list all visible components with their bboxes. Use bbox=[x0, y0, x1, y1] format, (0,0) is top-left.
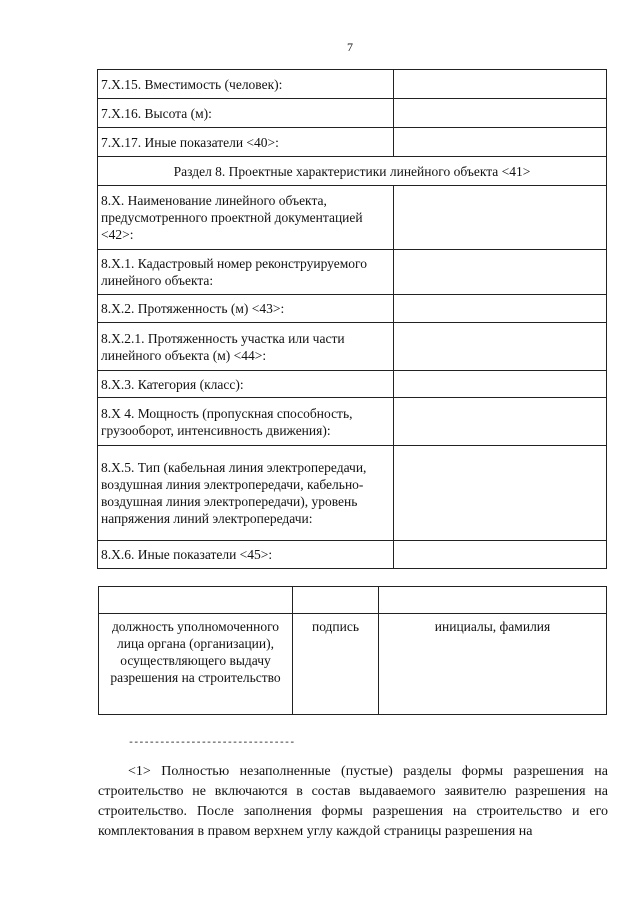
signature-caption: подпись bbox=[293, 614, 379, 715]
table-row bbox=[98, 446, 607, 541]
table-row bbox=[98, 99, 607, 128]
row-label: 8.Х.5. Тип (кабельная линия электропередачи, воздушная линия электропередачи, кабельно-воздушная линия электропередачи), уровень напряжения линий электропередачи: bbox=[98, 446, 394, 541]
table-row bbox=[98, 128, 607, 157]
row-value bbox=[394, 128, 607, 157]
row-value bbox=[394, 541, 607, 569]
table-row bbox=[98, 295, 607, 323]
table-row bbox=[98, 186, 607, 250]
row-value bbox=[394, 446, 607, 541]
row-label: 8.Х 4. Мощность (пропускная способность, грузооборот, интенсивность движения): bbox=[98, 398, 394, 446]
signature-caption-row bbox=[99, 614, 607, 715]
page-number: 7 bbox=[347, 40, 353, 54]
position-caption: должность уполномоченного лица органа (организации), осуществляющего выдачу разрешения на строительство bbox=[99, 614, 293, 715]
row-value bbox=[394, 398, 607, 446]
name-blank bbox=[379, 587, 607, 614]
footnote-1: <1> Полностью незаполненные (пустые) разделы формы разрешения на строительство не включаются в состав выдаваемого заявителю разрешения на строительство. После заполнения формы разрешения на строительство и его комплектования в правом верхнем углу каждой страницы разрешения на bbox=[98, 764, 608, 839]
section-title: Раздел 8. Проектные характеристики линейного объекта <41> bbox=[98, 157, 607, 186]
row-value bbox=[394, 99, 607, 128]
position-blank bbox=[99, 587, 293, 614]
footnote-separator: -------------------------------- bbox=[128, 738, 295, 749]
row-label: 8.Х.3. Категория (класс): bbox=[98, 371, 394, 398]
signature-block bbox=[98, 586, 607, 715]
characteristics-table bbox=[97, 69, 607, 569]
row-label: 7.Х.16. Высота (м): bbox=[98, 99, 394, 128]
row-value bbox=[394, 70, 607, 99]
section-header-row bbox=[98, 157, 607, 186]
table-row bbox=[98, 541, 607, 569]
row-label: 8.Х. Наименование линейного объекта, предусмотренного проектной документацией <42>: bbox=[98, 186, 394, 250]
row-label: 7.Х.15. Вместимость (человек): bbox=[98, 70, 394, 99]
table-row bbox=[98, 323, 607, 371]
row-value bbox=[394, 371, 607, 398]
table-row bbox=[98, 398, 607, 446]
row-label: 8.Х.2.1. Протяженность участка или части линейного объекта (м) <44>: bbox=[98, 323, 394, 371]
row-value bbox=[394, 250, 607, 295]
signature-blank-row bbox=[99, 587, 607, 614]
row-value bbox=[394, 323, 607, 371]
signature-blank bbox=[293, 587, 379, 614]
table-row bbox=[98, 371, 607, 398]
row-label: 7.Х.17. Иные показатели <40>: bbox=[98, 128, 394, 157]
name-caption: инициалы, фамилия bbox=[379, 614, 607, 715]
row-label: 8.Х.6. Иные показатели <45>: bbox=[98, 541, 394, 569]
row-value bbox=[394, 186, 607, 250]
row-label: 8.Х.2. Протяженность (м) <43>: bbox=[98, 295, 394, 323]
table-row bbox=[98, 70, 607, 99]
row-value bbox=[394, 295, 607, 323]
row-label: 8.Х.1. Кадастровый номер реконструируемого линейного объекта: bbox=[98, 250, 394, 295]
table-row bbox=[98, 250, 607, 295]
